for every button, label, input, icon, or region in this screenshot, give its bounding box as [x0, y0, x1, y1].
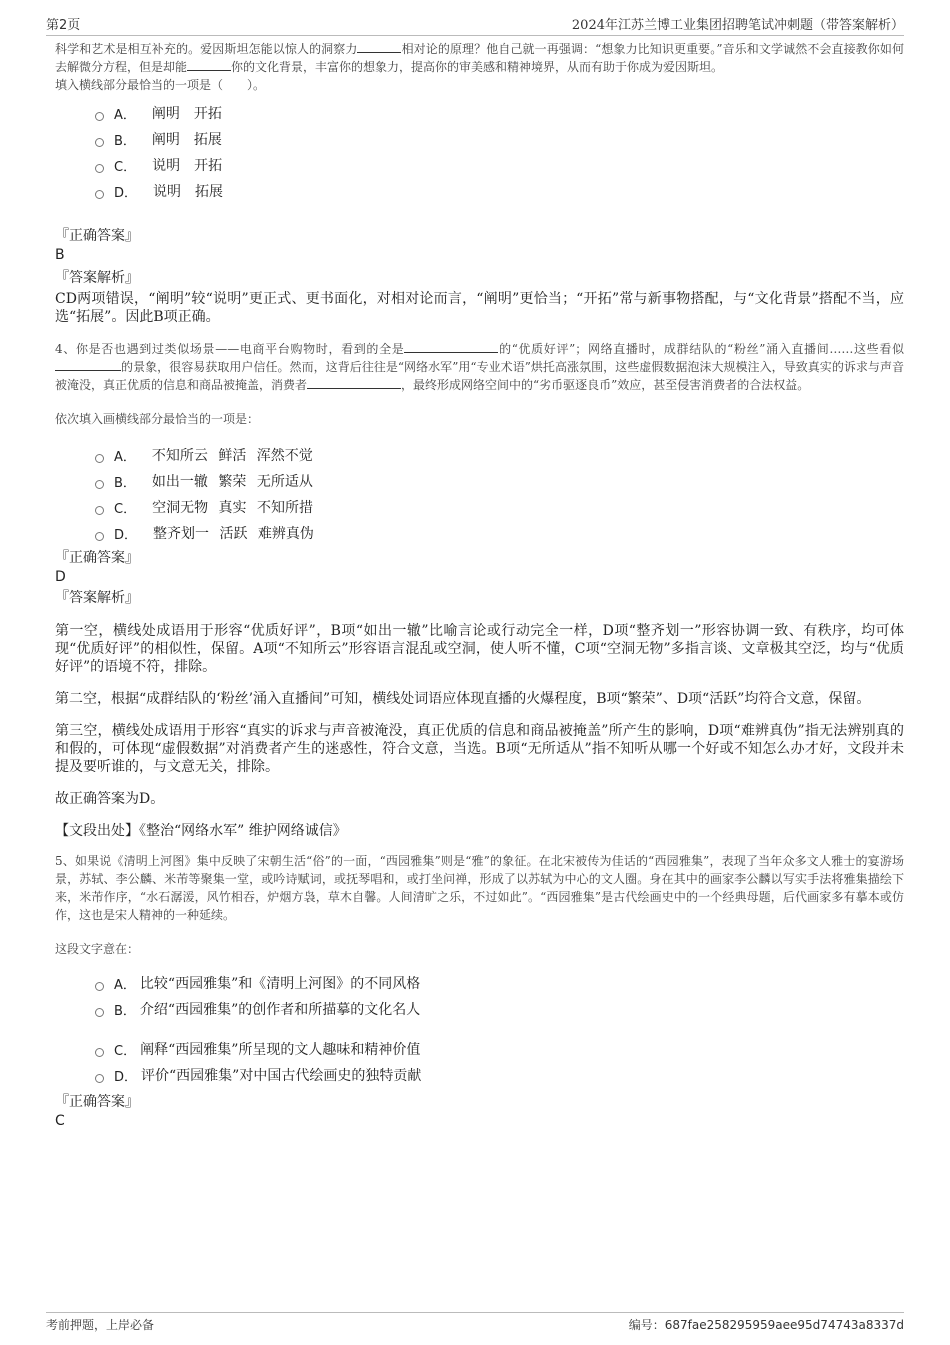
radio-icon[interactable]	[95, 112, 104, 121]
answer-heading: 『正确答案』	[55, 228, 139, 244]
answer-letter: D	[55, 569, 66, 585]
option-c[interactable]: C． 说明 开拓	[95, 152, 904, 178]
option-d[interactable]: D． 评价“西园雅集”对中国古代绘画史的独特贡献	[95, 1062, 904, 1088]
radio-icon[interactable]	[95, 190, 104, 199]
analysis-text: 第三空，横线处成语用于形容“真实的诉求与声音被淹没，真正优质的信息和商品被掩盖”所产生的影响，D项“难辨真伪”指无法辨别真的和假的，可体现“虚假数据”对消费者产生的迷惑性，符合文意，当选。B项“无所适从”指不知听从哪一个好或不知怎么办才好，文段并未提及要听谁的，与文意无关，排除。	[55, 723, 904, 775]
answer-letter: C	[55, 1113, 65, 1129]
analysis-text: 第一空，横线处成语用于形容“优质好评”，B项“如出一辙”比喻言论或行动完全一样，D项“整齐划一”形容协调一致、有秩序，均可体现“优质好评”的相似性，保留。A项“不知所云”形容语言混乱或空洞，使人听不懂，C项“空洞无物”多指言谈、文章极其空泛，均与“优质好评”的语境不符，排除。	[55, 623, 904, 675]
blank	[307, 377, 401, 389]
document-id: 编号：687fae258295959aee95d74743a8337d	[628, 1318, 904, 1332]
document-title: 2024年江苏兰博工业集团招聘笔试冲刺题（带答案解析）	[571, 18, 904, 33]
analysis-conclusion: 故正确答案为D。	[55, 791, 165, 807]
q5-options	[95, 970, 904, 1088]
page-header	[46, 12, 904, 36]
option-c[interactable]: C． 空洞无物 真实 不知所措	[95, 494, 904, 520]
radio-icon[interactable]	[95, 532, 104, 541]
option-a[interactable]: A． 阐明 开拓	[95, 100, 904, 126]
radio-icon[interactable]	[95, 1008, 104, 1017]
radio-icon[interactable]	[95, 138, 104, 147]
q5-passage: 5、如果说《清明上河图》集中反映了宋朝生活“俗”的一面，“西园雅集”则是“雅”的象征。在北宋被传为佳话的“西园雅集”，表现了当年众多文人雅士的宴游场景，苏轼、李公麟、米芾等聚集一堂，或吟诗赋词，或抚琴唱和，或打坐问禅，形成了以苏轼为中心的文人圈。身在其中的画家李公麟以写实手法将雅集描绘下来，米芾作序，“水石潺湲，风竹相吞，炉烟方袅，草木自馨。人间清旷之乐，不过如此”。“西园雅集”是古代绘画史中的一个经典母题，后代画家多有摹本或仿作，这也是宋人精神的一种延续。	[55, 854, 904, 922]
option-d[interactable]: D． 说明 拓展	[95, 178, 904, 204]
radio-icon[interactable]	[95, 982, 104, 991]
blank	[357, 41, 401, 53]
option-c[interactable]: C． 阐释“西园雅集”所呈现的文人趣味和精神价值	[95, 1036, 904, 1062]
q4-passage: 4、你是否也遇到过类似场景——电商平台购物时，看到的全是 的“优质好评”；网络直播时，成群结队的“粉丝”涌入直播间……这些看似的景象，很容易获取用户信任。然而，这背后往往是“网络水军”用“专业术语”烘托高涨氛围，这些虚假数据泡沫大规模注入，导致真实的诉求与声音被淹没，真正优质的信息和商品被掩盖，消费者 ，最终形成网络空间中的“劣币驱逐良币”效应，甚至侵害消费者的合法权益。	[55, 342, 904, 392]
page-number: 第2页	[46, 18, 81, 33]
footer-slogan: 考前押题，上岸必备	[46, 1318, 155, 1332]
blank	[404, 341, 498, 353]
analysis-heading: 『答案解析』	[55, 270, 139, 286]
radio-icon[interactable]	[95, 480, 104, 489]
option-a[interactable]: A． 不知所云 鲜活 浑然不觉	[95, 442, 904, 468]
radio-icon[interactable]	[95, 506, 104, 515]
radio-icon[interactable]	[95, 164, 104, 173]
q3-prompt: 填入横线部分最恰当的一项是（ ）。	[55, 78, 266, 92]
option-b[interactable]: B． 如出一辙 繁荣 无所适从	[95, 468, 904, 494]
answer-heading: 『正确答案』	[55, 550, 139, 566]
q3-options	[95, 100, 904, 204]
analysis-text: CD两项错误，“阐明”较“说明”更正式、更书面化，对相对论而言，“阐明”更恰当；“开拓”常与新事物搭配，与“文化背景”搭配不当，应选“拓展”。因此B项正确。	[55, 291, 904, 325]
option-b[interactable]: B． 阐明 拓展	[95, 126, 904, 152]
radio-icon[interactable]	[95, 454, 104, 463]
radio-icon[interactable]	[95, 1074, 104, 1083]
blank	[55, 359, 121, 371]
analysis-heading: 『答案解析』	[55, 590, 139, 606]
page-footer	[46, 1312, 904, 1340]
content	[55, 40, 904, 1130]
analysis-text: 第二空，根据“成群结队的‘粉丝’涌入直播间”可知，横线处词语应体现直播的火爆程度，B项“繁荣”、D项“活跃”均符合文意，保留。	[55, 691, 871, 707]
option-a[interactable]: A． 比较“西园雅集”和《清明上河图》的不同风格	[95, 970, 904, 996]
q4-prompt: 依次填入画横线部分最恰当的一项是：	[55, 412, 260, 426]
source-citation: 【文段出处】《整治“网络水军” 维护网络诚信》	[55, 823, 347, 839]
option-b[interactable]: B． 介绍“西园雅集”的创作者和所描摹的文化名人	[95, 996, 904, 1022]
option-d[interactable]: D． 整齐划一 活跃 难辨真伪	[95, 520, 904, 546]
answer-heading: 『正确答案』	[55, 1094, 139, 1110]
q5-prompt: 这段文字意在：	[55, 942, 140, 956]
q3-passage: 科学和艺术是相互补充的。爱因斯坦怎能以惊人的洞察力 相对论的原理？他自己就一再强调：“想象力比知识更重要。”音乐和文学诚然不会直接教你如何去解微分方程，但是却能 你的文化背景，丰富你的想象力，提高你的审美感和精神境界，从而有助于你成为爱因斯坦。	[55, 42, 904, 74]
q4-options	[95, 442, 904, 546]
radio-icon[interactable]	[95, 1048, 104, 1057]
answer-letter: B	[55, 247, 65, 263]
blank	[187, 59, 231, 71]
